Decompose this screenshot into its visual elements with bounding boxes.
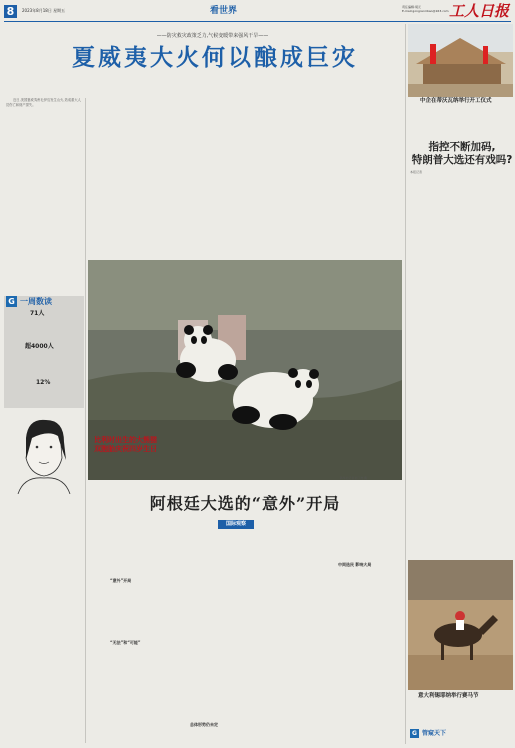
newspaper-logo: 工人日报 [449,2,510,20]
author-portrait [8,414,80,494]
argentina-subhead-1: “意外”开局 [110,578,132,583]
argentina-col-3 [248,552,323,742]
panda-photo-credit: 新华社记者 赵丁喆 摄 [340,476,367,480]
argentina-title: 阿根廷大选的“意外”开局 [149,494,341,513]
construction-caption-text [410,107,510,137]
panda-caption-line-2: 双胞胎庆祝四岁生日 [94,445,157,453]
numbers-heading-row [6,296,52,307]
panda-caption-line-1: 比利时出生的大熊猫 [94,436,157,444]
horse-race-text [410,702,510,726]
horse-race-caption: 意大利锡耶纳举行赛马节 [418,693,479,699]
section-title: 看世界 [210,6,238,16]
trump-article-body [410,176,512,556]
main-article-col-3 [168,98,243,258]
construction-caption: 中企在蒂沃瓦纳举行开工仪式 [420,98,492,104]
argentina-subhead-2: “无法”和“可能” [110,640,141,645]
column-rule-left [85,98,86,743]
trump-title-line-1: 指控不断加码, [428,141,496,153]
number-value-3: 12% [36,379,51,386]
panda-photo-description [250,469,400,477]
g-icon-bottom: G [410,729,419,738]
argentina-tag-label: 国际观察 [225,521,246,527]
argentina-subhead-3: 总体形势仍未定 [190,722,218,727]
trump-byline: 本报记者 [410,170,423,174]
column-tag-label: 管窥天下 [422,730,447,737]
main-article-subtitle: ——防灾救灾政策乏力,气候变暖带来强风干旱—— [156,33,269,39]
editor-name: 责任编辑:胡元 [402,5,422,9]
column-rule-right [405,24,406,744]
number-text-3 [6,390,82,406]
argentina-tag [218,520,254,529]
column-tag-row [410,729,446,738]
panda-caption [94,436,164,454]
argentina-subhead-4: 中间选民 影响大局 [338,562,372,567]
main-article-col-4 [248,98,323,258]
argentina-col-2 [168,552,243,742]
page-number-box [4,5,17,18]
date-line: 2023年8月18日 星期五 [22,8,66,13]
main-article-col-5 [328,98,403,258]
main-article-lead: 近日,美国夏威夷州毛伊岛发生山火,造成重大人员伤亡和财产损失。 [6,98,81,107]
page-header [0,0,515,24]
number-value-1: 71人 [30,310,45,317]
horse-race-photo [408,560,513,690]
number-value-2: 超4000人 [25,343,54,350]
numbers-heading: 一周数读 [20,297,52,306]
main-article-title: 夏威夷大火何以酿成巨灾 [72,45,358,71]
header-rule [4,21,511,22]
number-text-2 [6,354,82,376]
argentina-col-4 [328,552,403,742]
argentina-lead [140,532,350,548]
construction-photo [408,24,513,97]
page-number: 8 [6,5,15,18]
trump-title [410,141,514,167]
number-text-1 [6,321,82,343]
g-icon: G [6,296,17,307]
main-article-col-2 [88,98,163,258]
trump-title-line-2: 特朗普大选还有戏吗? [411,154,513,166]
editor-email: E-mail:gongrenribao@163.com [402,9,449,13]
header-editor-info [402,5,449,13]
main-article-col-1 [6,98,81,293]
main-article-col-1b [6,497,82,747]
